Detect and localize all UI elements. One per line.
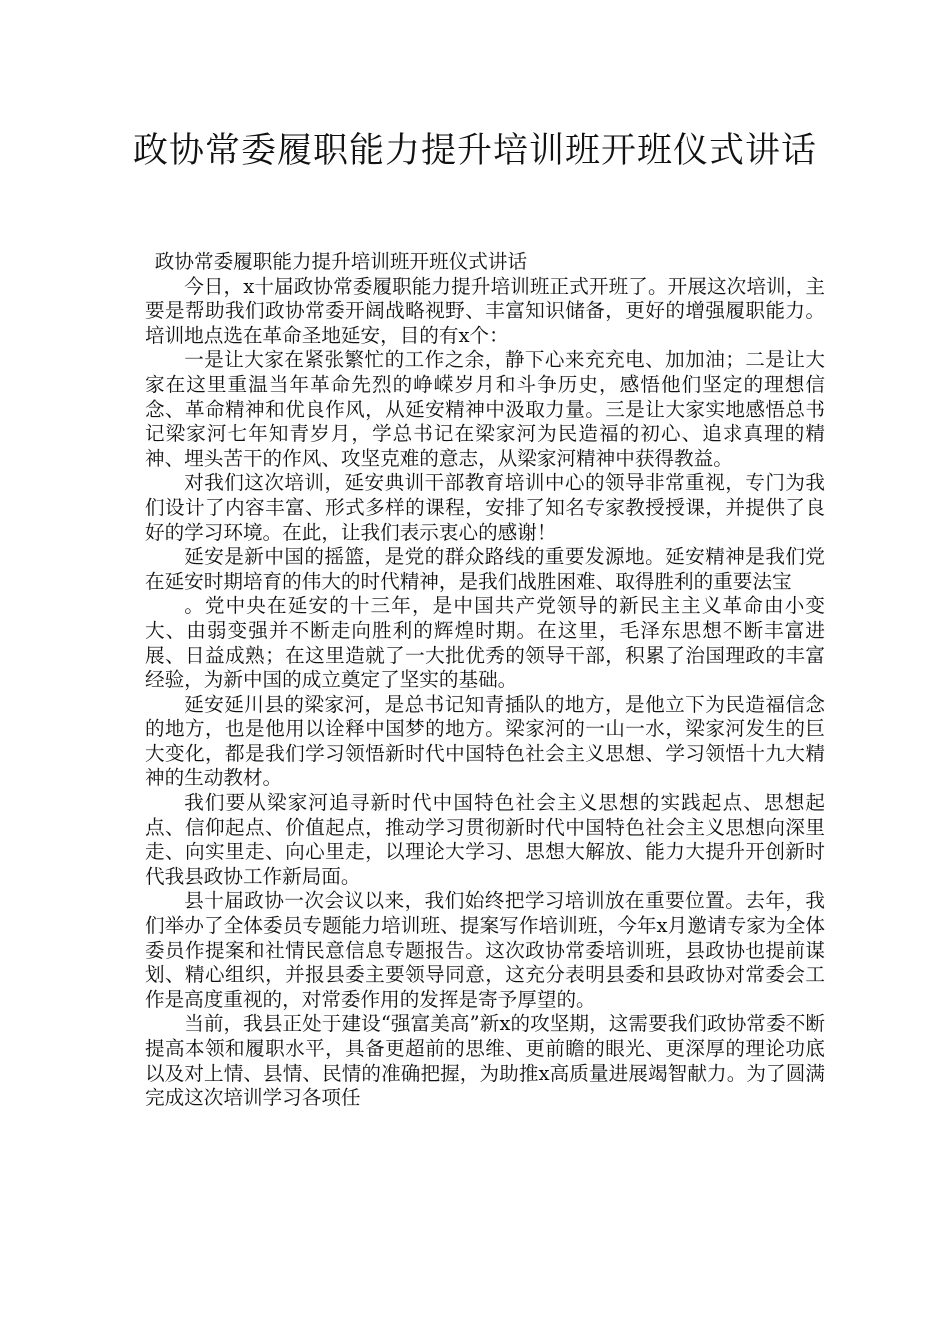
document-title: 政协常委履职能力提升培训班开班仪式讲话 [132,131,817,171]
paragraph-2: 一是让大家在紧张繁忙的工作之余，静下心来充充电、加加油；二是让大家在这里重温当年革命先烈的峥嵘岁月和斗争历史，感悟他们坚定的理想信念、革命精神和优良作风，从延安精神中汲取力量。三是让大家实地感悟总书记梁家河七年知青岁月，学总书记在梁家河为民造福的初心、追求真理的精神、埋头苦干的作风、攻坚克难的意志，从梁家河精神中获得教益。 [145,348,825,470]
paragraph-5: 。党中央在延安的十三年，是中国共产党领导的新民主主义革命由小变大、由弱变强并不断走向胜利的辉煌时期。在这里，毛泽东思想不断丰富进展、日益成熟；在这里造就了一大批优秀的领导干部，积累了治国理政的丰富经验，为新中国的成立奠定了坚实的基础。 [145,594,825,692]
document-body [145,250,825,1111]
paragraph-3: 对我们这次培训，延安典训干部教育培训中心的领导非常重视，专门为我们设计了内容丰富、形式多样的课程，安排了知名专家教授授课，并提供了良好的学习环境。在此，让我们表示衷心的感谢！ [145,471,825,544]
document-subtitle: 政协常委履职能力提升培训班开班仪式讲话 [154,250,528,273]
paragraph-1: 今日，x十届政协常委履职能力提升培训班正式开班了。开展这次培训，主要是帮助我们政协常委开阔战略视野、丰富知识储备，更好的增强履职能力。培训地点选在革命圣地延安，目的有x个： [145,274,825,347]
paragraph-4: 延安是新中国的摇篮，是党的群众路线的重要发源地。延安精神是我们党在延安时期培育的伟大的时代精神，是我们战胜困难、取得胜利的重要法宝 [145,545,825,593]
paragraph-8: 县十届政协一次会议以来，我们始终把学习培训放在重要位置。去年，我们举办了全体委员专题能力培训班、提案写作培训班，今年x月邀请专家为全体委员作提案和社情民意信息专题报告。这次政协常委培训班，县政协也提前谋划、精心组织，并报县委主要领导同意，这充分表明县委和县政协对常委会工作是高度重视的，对常委作用的发挥是寄予厚望的。 [145,889,825,1011]
paragraph-7: 我们要从梁家河追寻新时代中国特色社会主义思想的实践起点、思想起点、信仰起点、价值起点，推动学习贯彻新时代中国特色社会主义思想向深里走、向实里走、向心里走，以理论大学习、思想大解放、能力大提升开创新时代我县政协工作新局面。 [145,791,825,888]
paragraph-9: 当前，我县正处于建设“强富美高”新x的攻坚期，这需要我们政协常委不断提高本领和履职水平，具备更超前的思维、更前瞻的眼光、更深厚的理论功底以及对上情、县情、民情的准确把握，为助推x高质量进展竭智献力。为了圆满完成这次培训学习各项任 [145,1012,825,1110]
paragraph-6: 延安延川县的梁家河，是总书记知青插队的地方，是他立下为民造福信念的地方，也是他用以诠释中国梦的地方。梁家河的一山一水，梁家河发生的巨大变化，都是我们学习领悟新时代中国特色社会主义思想、学习领悟十九大精神的生动教材。 [145,692,825,790]
